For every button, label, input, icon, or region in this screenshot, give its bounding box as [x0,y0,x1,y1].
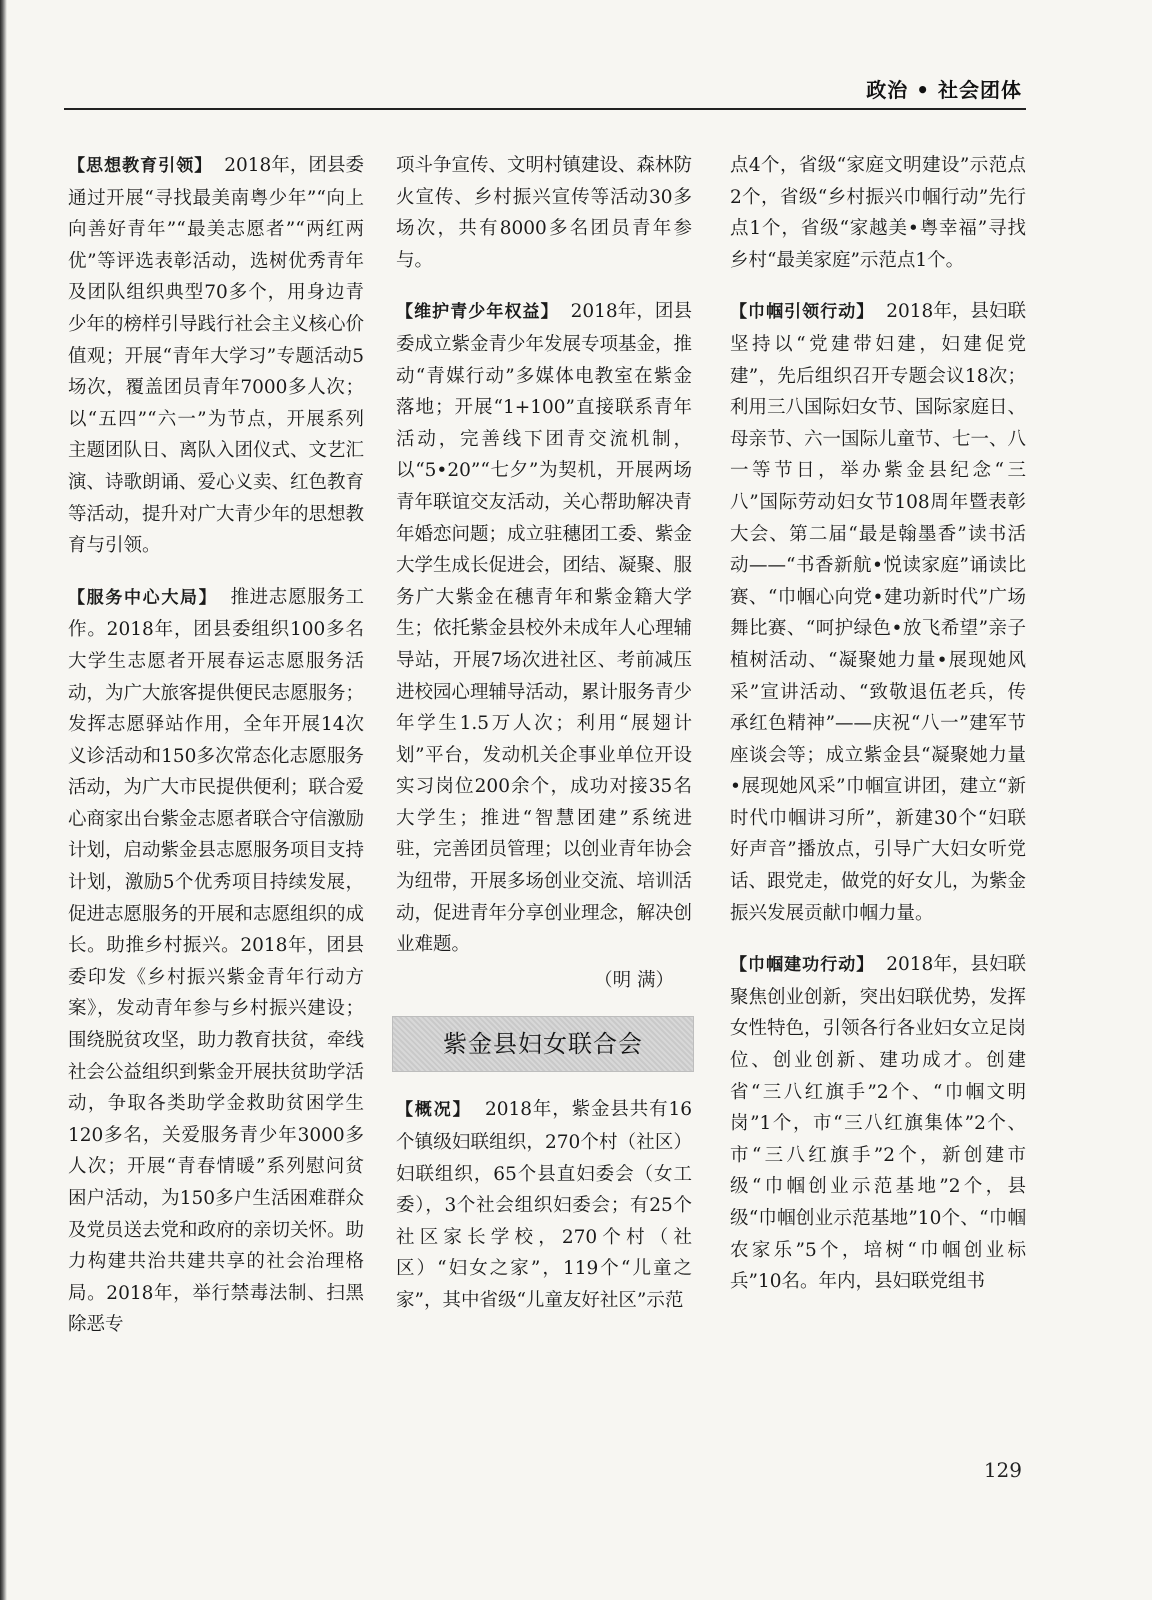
section-paragraph [730,949,1026,1298]
running-head: 政治 • 社会团体 [866,78,1022,102]
section-heading: 【维护青少年权益】 [396,302,559,323]
section-body: 2018年，县妇联坚持以“党建带妇建，妇建促党建”，先后组织召开专题会议18次；利用三八国际妇女节、国际家庭日、母亲节、六一国际儿童节、七一、八一等节日，举办紫金县纪念“三八”国际劳动妇女节108周年暨表彰大会、第二届“最是翰墨香”读书活动——“书香新航•悦读家庭”诵读比赛、“巾帼心向党•建功新时代”广场舞比赛、“呵护绿色•放飞希望”亲子植树活动、“凝聚她力量•展现她风采”宣讲活动、“致敬退伍老兵，传承红色精神”——庆祝“八一”建军节座谈会等；成立紫金县“凝聚她力量•展现她风采”巾帼宣讲团，建立“新时代巾帼讲习所”，新建30个“妇联好声音”播放点，引导广大妇女听党话、跟党走，做党的好女儿，为紫金振兴发展贡献巾帼力量。 [730,301,1027,924]
section-paragraph [730,296,1026,929]
section-body: 2018年，团县委成立紫金青少年发展专项基金，推动“青媒行动”多媒体电教室在紫金落地；开展“1+100”直接联系青年活动，完善线下团青交流机制，以“5•20”“七夕”为契机，开展两场青年联谊交友活动，关心帮助解决青年婚恋问题；成立驻穗团工委、紫金大学生成长促进会，团结、凝聚、服务广大紫金在穗青年和紫金籍大学生；依托紫金县校外未成年人心理辅导站，开展7场次进社区、考前减压进校园心理辅导活动，累计服务青少年学生1.5万人次；利用“展翅计划”平台，发动机关企事业单位开设实习岗位200余个，成功对接35名大学生；推进“智慧团建”系统进驻，完善团员管理；以创业青年协会为纽带，开展多场创业交流、培训活动，促进青年分享创业理念，解决创业难题。 [396,301,693,956]
section-paragraph [396,296,692,960]
continued-paragraph: 项斗争宣传、文明村镇建设、森林防火宣传、乡村振兴宣传等活动30多场次，共有8000多名团员青年参与。 [396,155,693,271]
continued-paragraph: 点4个，省级“家庭文明建设”示范点2个，省级“乡村振兴巾帼行动”先行点1个，省级“家越美•粤幸福”寻找乡村“最美家庭”示范点1个。 [730,155,1026,271]
page-number: 129 [983,1458,1022,1482]
section-heading: 【巾帼建功行动】 [730,955,875,976]
section-paragraph [68,150,364,562]
section-body: 2018年，县妇联聚焦创业创新，突出妇联优势，发挥女性特色，引领各行各业妇女立足岗位、创业创新、建功成才。创建省“三八红旗手”2个、“巾帼文明岗”1个，市“三八红旗集体”2个、市“三八红旗手”2个，新创建市级“巾帼创业示范基地”2个，县级“巾帼创业示范基地”10个、“巾帼农家乐”5个，培树“巾帼创业标兵”10名。年内，县妇联党组书 [730,954,1027,1293]
section-heading: 【巾帼引领行动】 [730,302,875,323]
column-2 [396,150,692,1317]
section-heading: 【概况】 [396,1100,472,1121]
section-heading: 【思想教育引领】 [68,156,213,176]
column-3 [730,150,1026,1298]
section-banner: 紫金县妇女联合会 [392,1016,694,1072]
section-paragraph [68,582,364,1341]
header-rule [64,108,1026,110]
binding-edge [0,0,7,1600]
section-body: 2018年，紫金县共有16个镇级妇联组织，270个村（社区）妇联组织，65个县直妇委会（女工委），3个社会组织妇委会；有25个社区家长学校，270个村（社区）“妇女之家”，119个“儿童之家”，其中省级“儿童友好社区”示范 [396,1099,693,1311]
section-heading: 【服务中心大局】 [68,587,218,608]
section-paragraph [396,1094,692,1316]
author-credit: （明 满） [594,969,674,991]
section-body: 2018年，团县委通过开展“寻找最美南粤少年”“向上向善好青年”“最美志愿者”“两红两优”等评选表彰活动，选树优秀青年及团队组织典型70多个，用身边青少年的榜样引导践行社会主义核心价值观；开展“青年大学习”专题活动5场次，覆盖团员青年7000多人次；以“五四”“六一”为节点，开展系列主题团队日、离队入团仪式、文艺汇演、诗歌朗诵、爱心义卖、红色教育等活动，提升对广大青少年的思想教育与引领。 [68,155,365,557]
section-body: 推进志愿服务工作。2018年，团县委组织100多名大学生志愿者开展春运志愿服务活动，为广大旅客提供便民志愿服务；发挥志愿驿站作用，全年开展14次义诊活动和150多次常态化志愿服务活动，为广大市民提供便利；联合爱心商家出台紫金志愿者联合守信激励计划，启动紫金县志愿服务项目支持计划，激励5个优秀项目持续发展，促进志愿服务的开展和志愿组织的成长。助推乡村振兴。2018年，团县委印发《乡村振兴紫金青年行动方案》，发动青年参与乡村振兴建设；围绕脱贫攻坚，助力教育扶贫，牵线社会公益组织到紫金开展扶贫助学活动，争取各类助学金救助贫困学生120多名，关爱服务青少年3000多人次；开展“青春情暖”系列慰问贫困户活动，为150多户生活困难群众及党员送去党和政府的亲切关怀。助力构建共治共建共享的社会治理格局。2018年，举行禁毒法制、扫黑除恶专 [68,586,365,1336]
column-1 [68,150,364,1341]
